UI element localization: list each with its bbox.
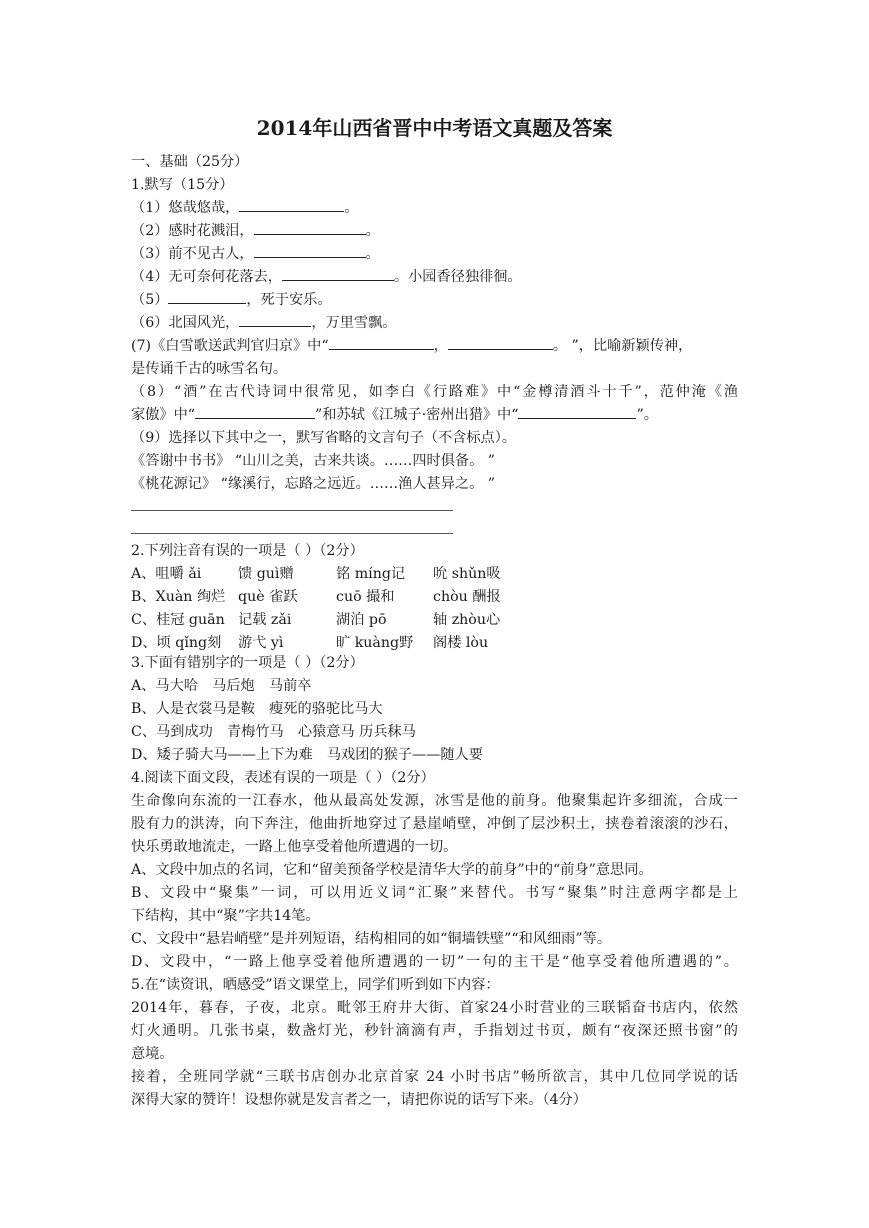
question-heading: 5.在“读资讯，晒感受”语文课堂上，同学们听到如下内容：: [131, 977, 500, 993]
answer-blank[interactable]: [448, 335, 553, 350]
question-heading: 2.下列注音有误的一项是（ ）（2分）: [131, 543, 364, 559]
passage-line: 接着，全班同学就“三联书店创办北京首家 24 小时书店”畅所欲言，其中几位同学说的话: [131, 1069, 738, 1085]
dictation-item: （2）感时花溅泪， 。: [131, 220, 738, 243]
answer-blank[interactable]: [239, 197, 344, 212]
choice-row: D、顷 qǐng刻 游弋 yì 旷 kuàng野 阁楼 lòu: [131, 635, 489, 651]
answer-blank[interactable]: [282, 266, 394, 281]
passage-line: 快乐勇敢地流走，一路上他享受着他所遭遇的一切。: [131, 839, 458, 855]
dictation-item: （8）“酒”在古代诗词中很常见，如李白《行路难》中“金樽清酒斗十千”，范仲淹《渔: [131, 384, 738, 400]
passage-line: 2014年，暮春，子夜，北京。毗邻王府井大街、首家24小时营业的三联韬奋书店内，依然: [131, 1000, 738, 1016]
dictation-option: 《答谢中书书》 “山川之美，古来共谈。……四时俱备。 ”: [131, 453, 496, 469]
dictation-item-continuation: 是传诵千古的咏雪名句。: [131, 361, 288, 377]
choice-option: B、文段中“聚集”一词，可以用近义词“汇聚”来替代。书写“聚集”时注意两字都是上: [131, 885, 738, 901]
dictation-item: （9）选择以下其中之一，默写省略的文言句子（不含标点）。: [131, 430, 516, 446]
answer-blank[interactable]: [518, 404, 636, 419]
choice-option: C、马到成功 青梅竹马 心猿意马 历兵秣马: [131, 724, 416, 740]
question-heading: 3.下面有错别字的一项是（ ）（2分）: [131, 655, 364, 671]
passage-line: 生命像向东流的一江春水，他从最高处发源，冰雪是他的前身。他聚集起许多细流，合成一: [131, 793, 738, 809]
answer-line[interactable]: [131, 510, 453, 511]
choice-option: C、文段中“悬岩峭壁”是并列短语，结构相同的如“铜墙铁壁”“和风细雨”等。: [131, 931, 612, 947]
answer-blank[interactable]: [168, 289, 246, 304]
question-heading: 4.阅读下面文段，表述有误的一项是（ ）（2分）: [131, 770, 435, 786]
choice-row: B、Xuàn 绚烂 què 雀跃 cuō 撮和 chòu 酬报: [131, 589, 501, 605]
dictation-item: （4）无可奈何花落去， 。小园香径独徘徊。: [131, 266, 738, 289]
answer-blank[interactable]: [329, 335, 434, 350]
dictation-option: 《桃花源记》 “缘溪行，忘路之远近。……渔人甚异之。 ”: [131, 476, 496, 492]
choice-row: C、桂冠 guān 记载 zǎi 湖泊 pō 轴 zhòu心: [131, 612, 501, 628]
choice-option-continuation: 下结构，其中“聚”字共14笔。: [131, 908, 320, 924]
choice-option: D、矮子骑大马——上下为难 马戏团的猴子——随人要: [131, 747, 483, 763]
section-heading: 一、基础（25分）: [131, 154, 249, 170]
dictation-item: （1）悠哉悠哉， 。: [131, 197, 738, 220]
answer-blank[interactable]: [254, 243, 366, 258]
answer-line[interactable]: [131, 533, 453, 534]
passage-line: 灯火通明。几张书桌，数盏灯光，秒针滴滴有声，手指划过书页，颇有“夜深还照书窗”的: [131, 1023, 738, 1039]
dictation-item: （3）前不见古人， 。: [131, 243, 738, 266]
dictation-item: （5） ，死于安乐。: [131, 289, 738, 312]
answer-blank[interactable]: [239, 312, 311, 327]
page-title: 2014年山西省晋中中考语文真题及答案: [256, 116, 613, 140]
choice-option: A、文段中加点的名词，它和“留美预备学校是清华大学的前身”中的“前身”意思同。: [131, 862, 653, 878]
choice-option: A、马大哈 马后炮 马前卒: [131, 678, 312, 694]
dictation-item: （6）北国风光， ，万里雪飘。: [131, 312, 738, 335]
choice-row: A、咀嚼 ǎi 馈 guì赠 铭 míng记 吮 shǔn吸: [131, 566, 501, 582]
dictation-item-continuation: 家傲》中“ ”和苏轼《江城子·密州出猎》中“ ”。: [131, 404, 738, 427]
passage-line: 意境。: [131, 1046, 174, 1062]
passage-line: 股有力的洪涛，向下奔注，他曲折地穿过了悬崖峭壁，冲倒了层沙积土，挟卷着滚滚的沙石，: [131, 816, 738, 832]
answer-blank[interactable]: [195, 404, 315, 419]
passage-line: 深得大家的赞许！设想你就是发言者之一，请把你说的话写下来。（4分）: [131, 1092, 587, 1108]
answer-blank[interactable]: [254, 220, 366, 235]
question-heading: 1.默写（15分）: [131, 177, 234, 193]
choice-option: B、人是衣裳马是鞍 瘦死的骆驼比马大: [131, 701, 383, 717]
choice-option: D、文段中，“一路上他享受着他所遭遇的一切”一句的主干是“他享受着他所遭遇的”。: [131, 954, 738, 970]
dictation-item: (7)《白雪歌送武判官归京》中“ ， 。 ”，比喻新颖传神，: [131, 335, 738, 358]
